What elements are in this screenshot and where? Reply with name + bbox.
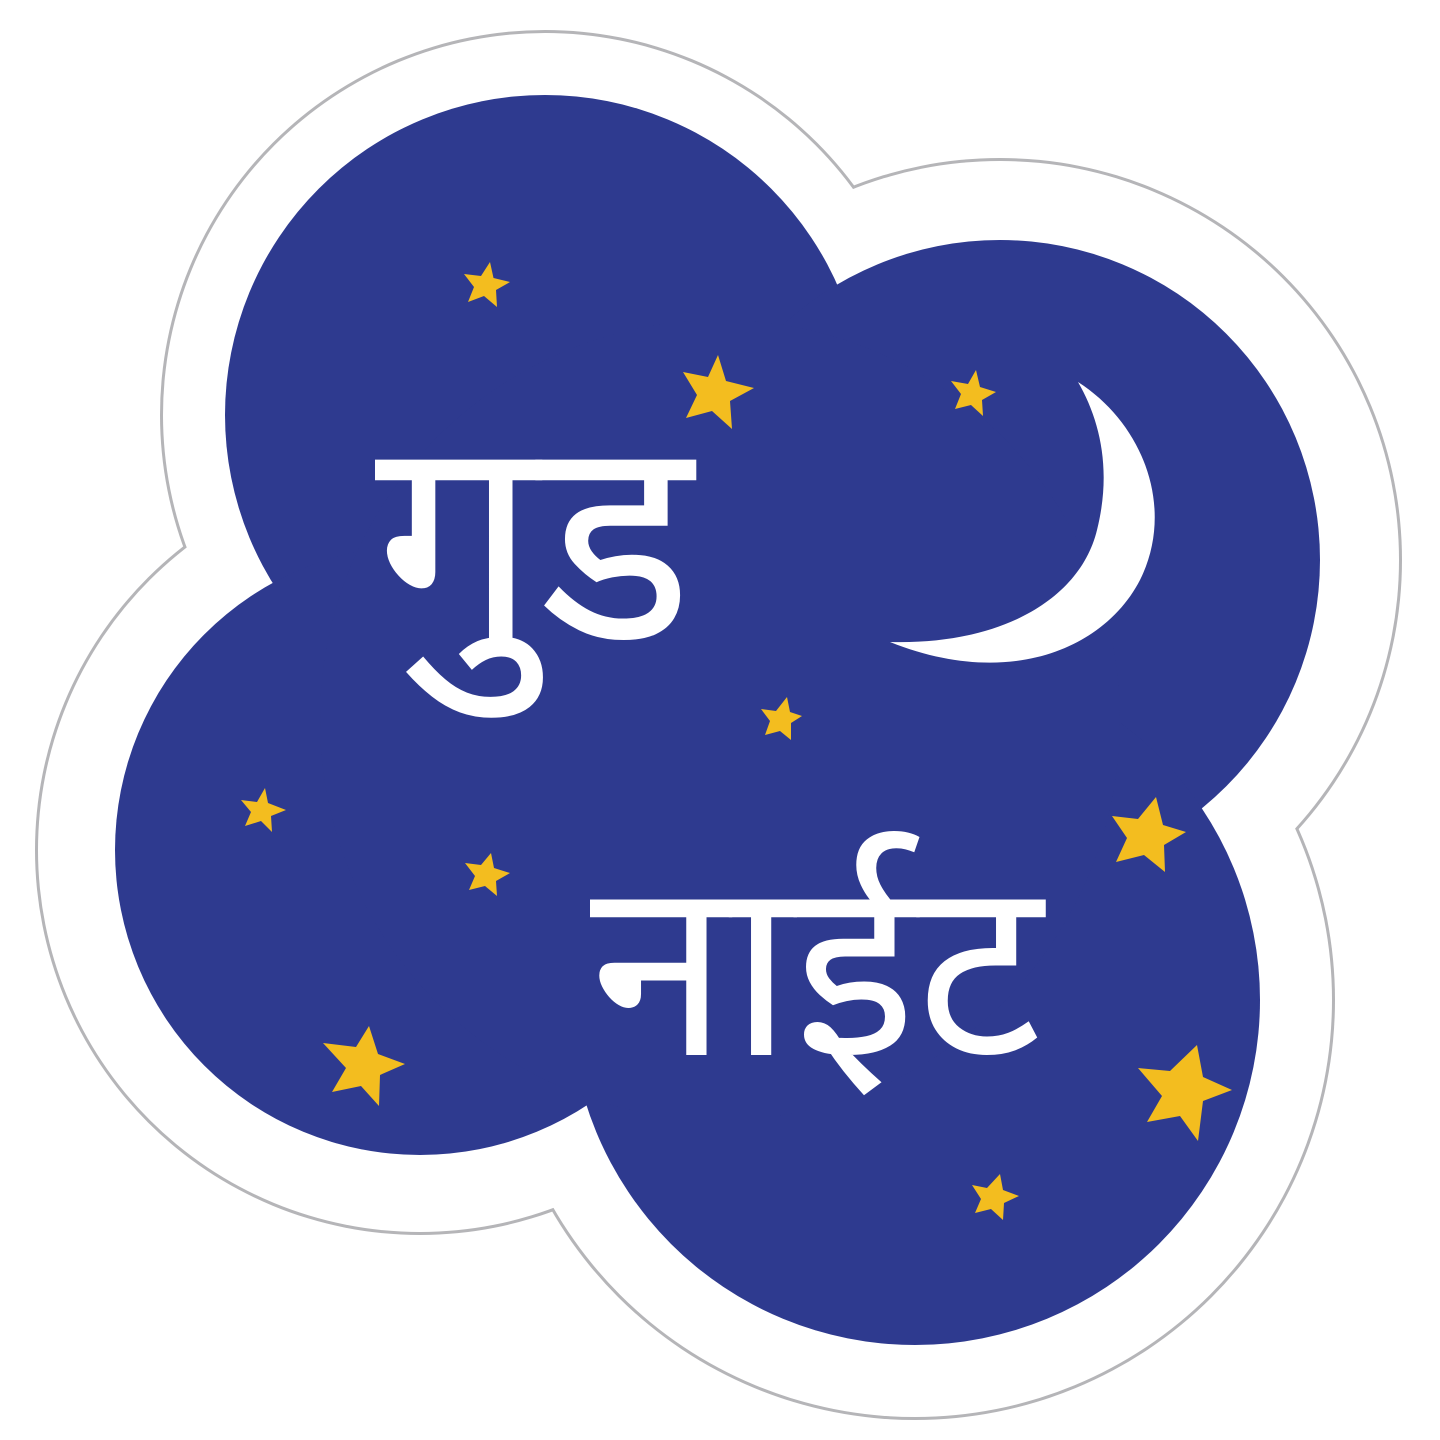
greeting-line-1: गुड <box>375 372 694 709</box>
greeting-line-2: नाईट <box>590 823 1043 1114</box>
